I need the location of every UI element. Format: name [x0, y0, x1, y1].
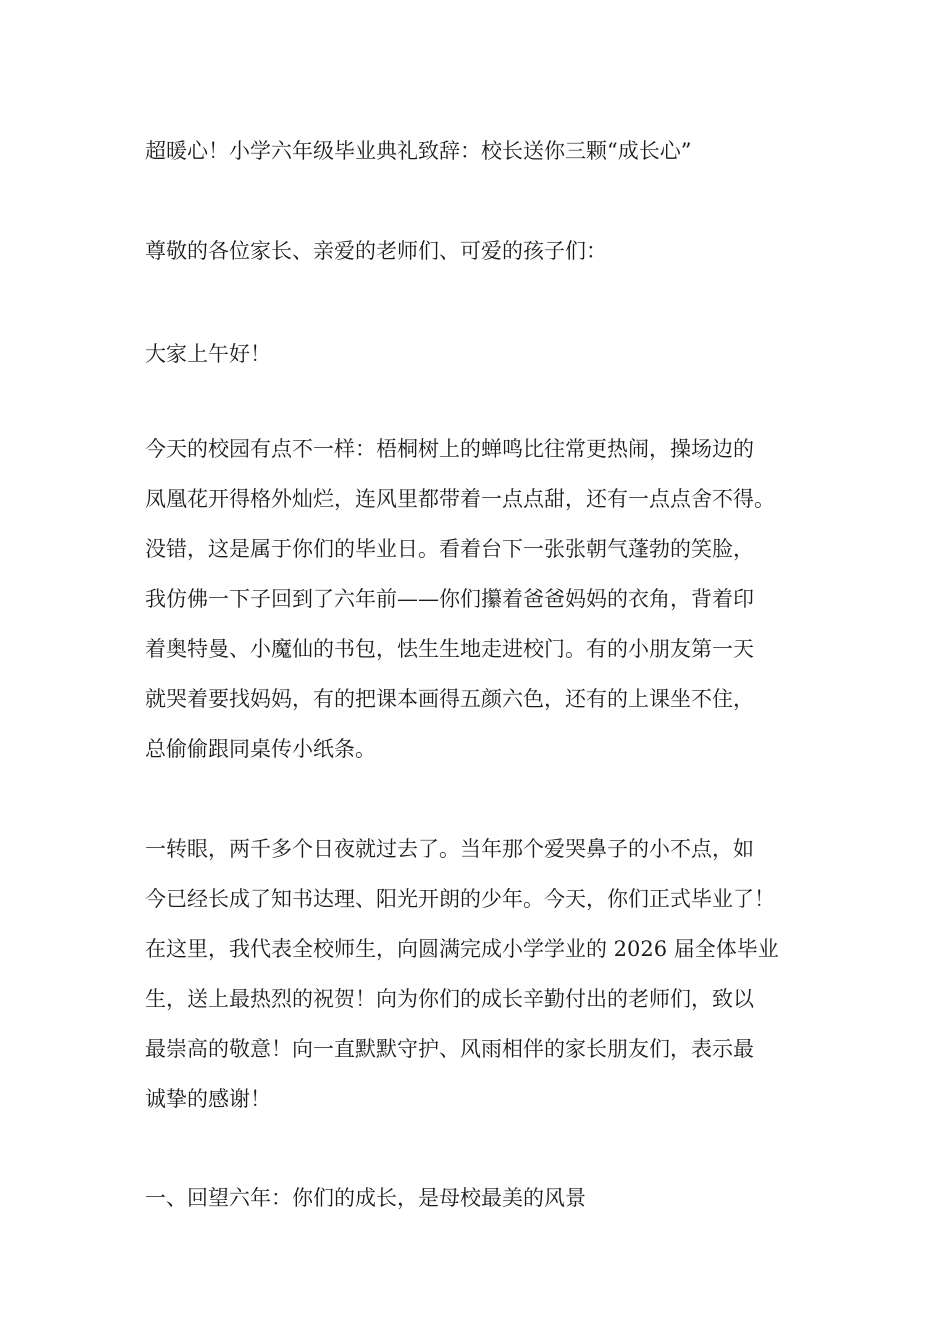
- paragraph-line: 最崇高的敬意！向一直默默守护、风雨相伴的家长朋友们，表示最: [145, 1037, 754, 1061]
- paragraph-line: 今天的校园有点不一样：梧桐树上的蝉鸣比往常更热闹，操场边的: [145, 437, 754, 461]
- salutation: 尊敬的各位家长、亲爱的老师们、可爱的孩子们：: [145, 239, 607, 263]
- paragraph-line: 我仿佛一下子回到了六年前——你们攥着爸爸妈妈的衣角，背着印: [145, 587, 754, 611]
- document-title: 超暖心！小学六年级毕业典礼致辞：校长送你三颗“成长心”: [145, 139, 692, 163]
- paragraph-line: 着奥特曼、小魔仙的书包，怯生生地走进校门。有的小朋友第一天: [145, 637, 754, 661]
- paragraph-line: 总偷偷跟同桌传小纸条。: [145, 737, 376, 761]
- section-heading: 一、回望六年：你们的成长，是母校最美的风景: [145, 1186, 586, 1210]
- greeting: 大家上午好！: [145, 342, 271, 366]
- paragraph-line: 今已经长成了知书达理、阳光开朗的少年。今天，你们正式毕业了！: [145, 887, 775, 911]
- paragraph-line: 凤凰花开得格外灿烂，连风里都带着一点点甜，还有一点点舍不得。: [145, 487, 775, 511]
- paragraph-line: 诚挚的感谢！: [145, 1087, 271, 1111]
- paragraph-line: 就哭着要找妈妈，有的把课本画得五颜六色，还有的上课坐不住，: [145, 687, 754, 711]
- paragraph-line: 一转眼，两千多个日夜就过去了。当年那个爱哭鼻子的小不点，如: [145, 837, 754, 861]
- paragraph-line: 生，送上最热烈的祝贺！向为你们的成长辛勤付出的老师们，致以: [145, 987, 754, 1011]
- paragraph-line: 在这里，我代表全校师生，向圆满完成小学学业的 2026 届全体毕业: [145, 937, 779, 961]
- paragraph-line: 没错，这是属于你们的毕业日。看着台下一张张朝气蓬勃的笑脸，: [145, 537, 754, 561]
